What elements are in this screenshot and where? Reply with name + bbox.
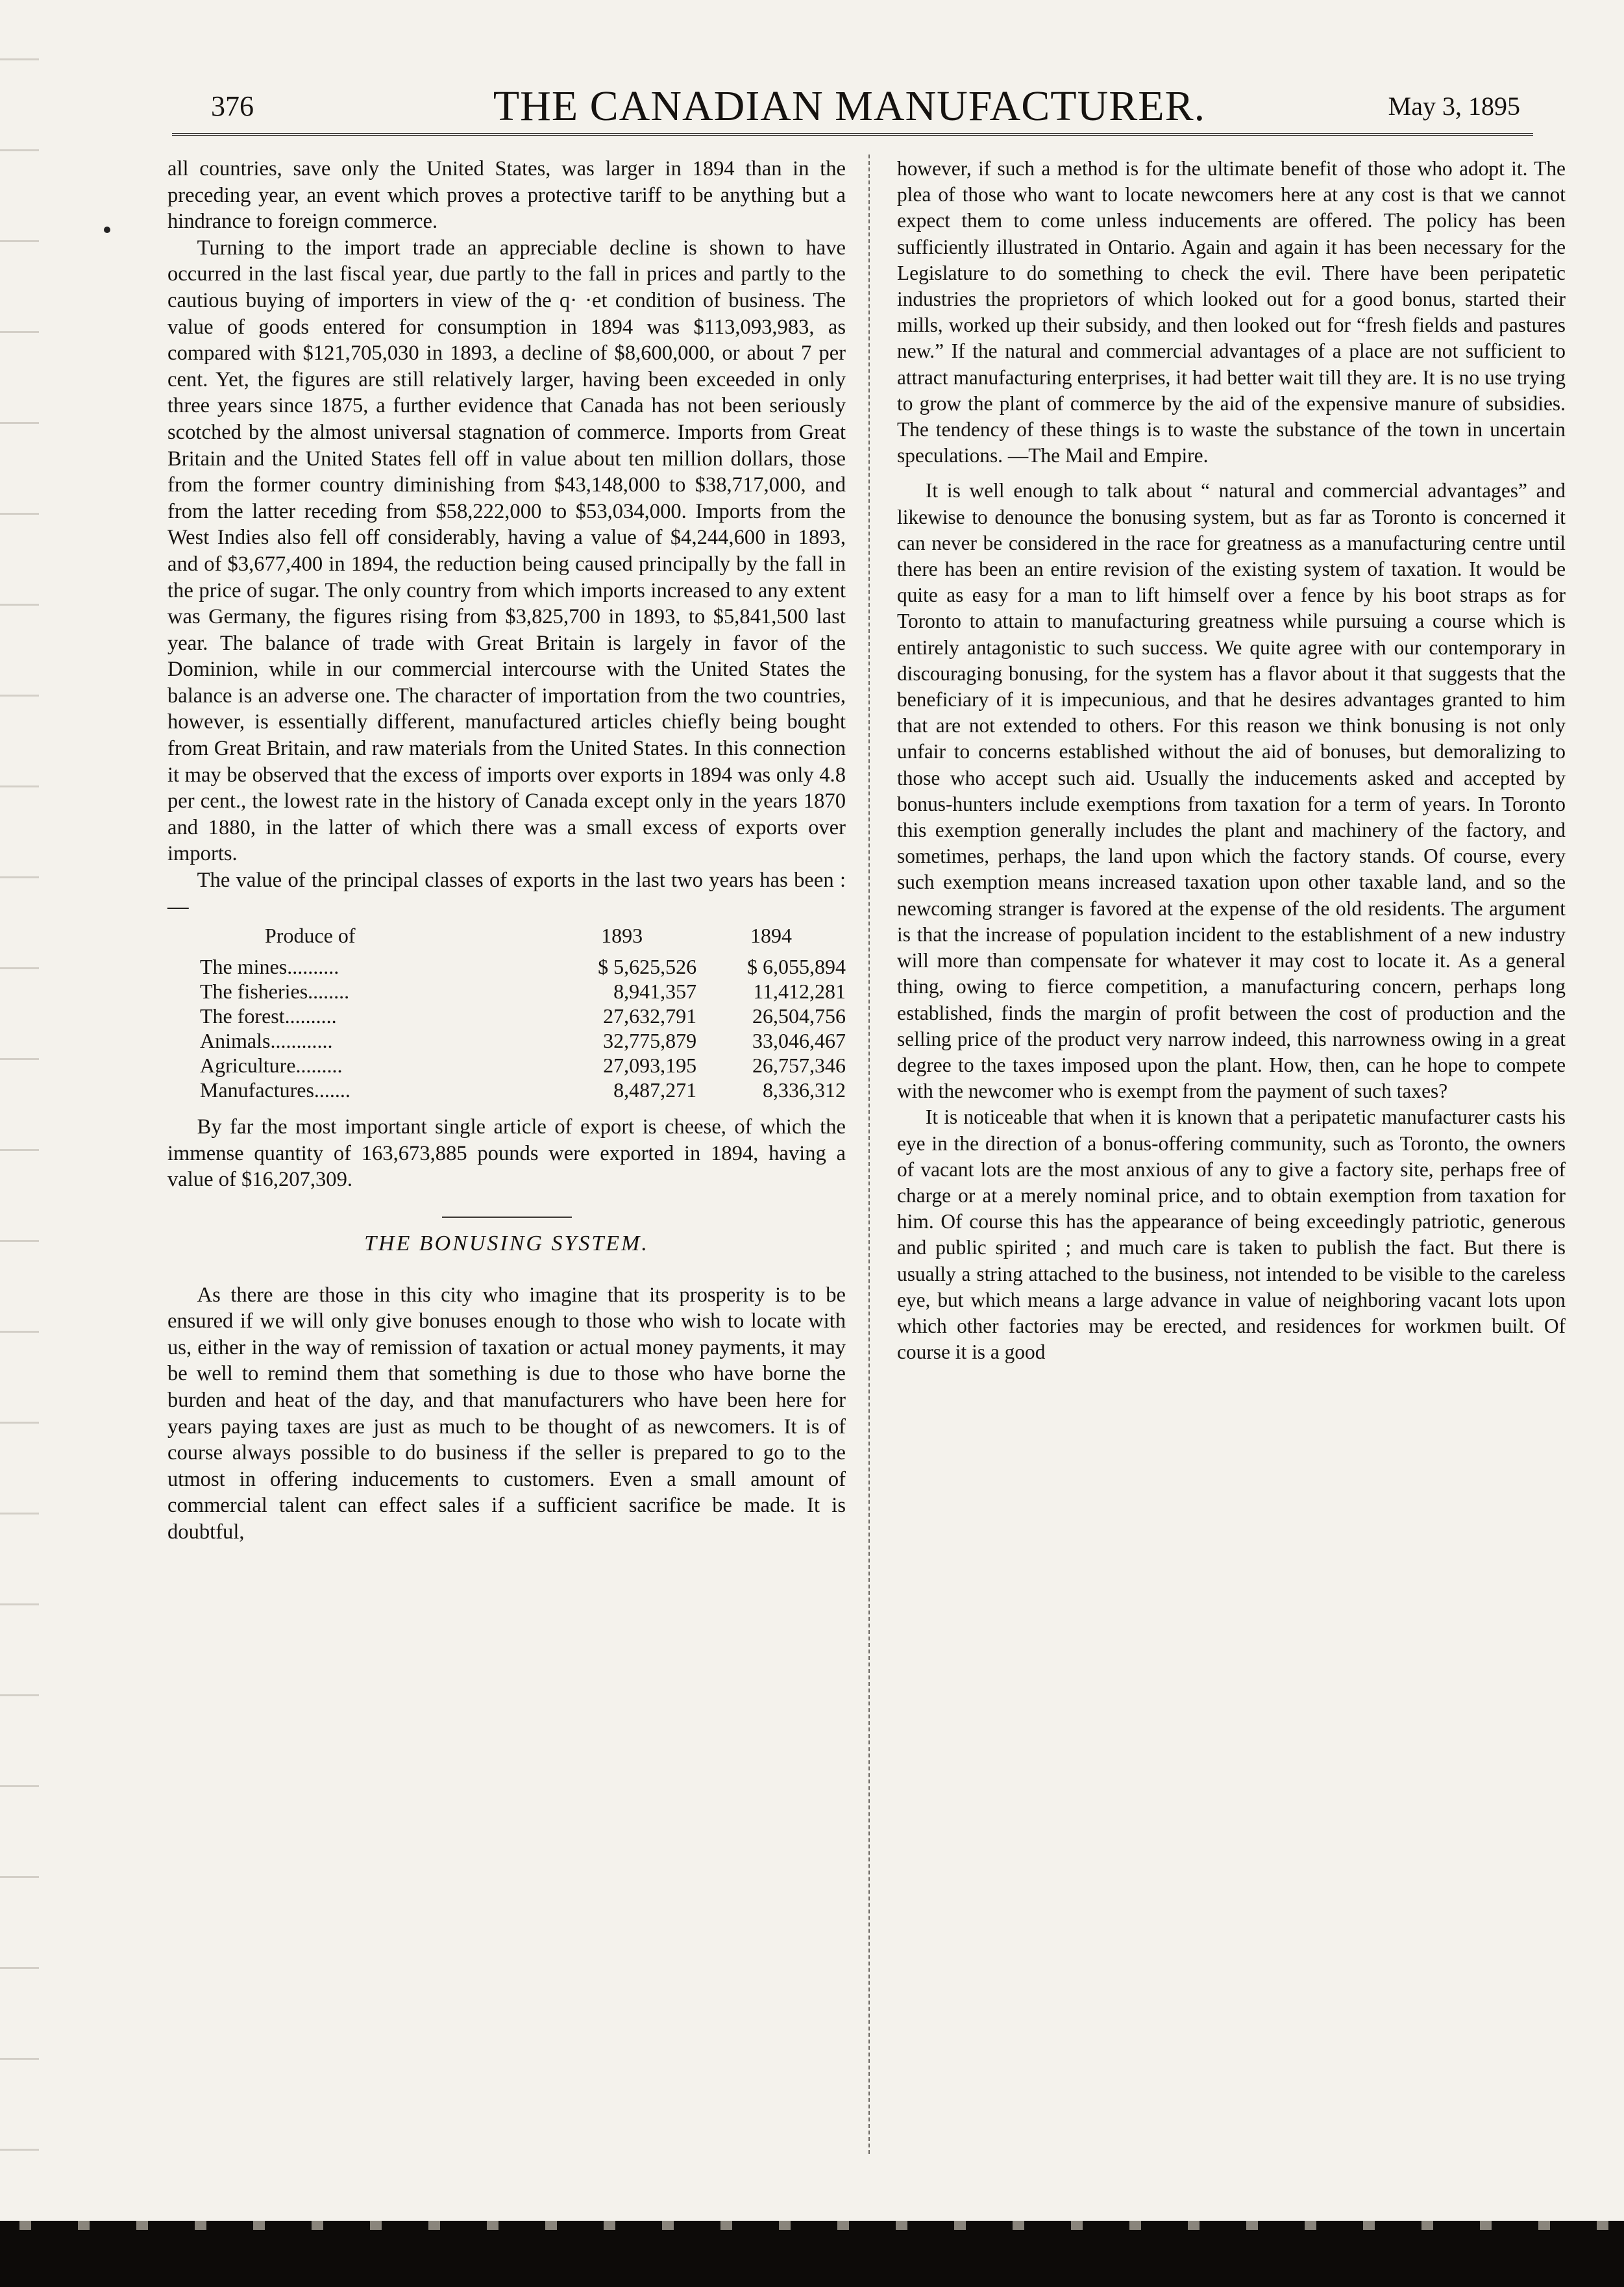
table-row <box>167 979 846 1004</box>
paragraph: By far the most important single article of export is cheese, of which the immense quantity of 163,673,885 pounds were exported in 1894, having a value of $16,207,309. <box>167 1115 846 1192</box>
column-header: 1893 <box>601 924 643 948</box>
value-1893: 32,775,879 <box>603 1029 697 1053</box>
value-1894: $ 6,055,894 <box>747 955 846 979</box>
row-label: Agriculture......... <box>200 1054 343 1078</box>
paragraph: Turning to the import trade an appreciable decline is shown to have occurred in the last fiscal year, due partly to the fall in prices and partly to the cautious buying of importers in view of the q· ·et condition of business. The value of goods entered for consumption in 1894 was $113,093,983, as compared with $121,705,030 in 1893, a decline of $8,600,000, or about 7 per cent. Yet, the figures are still relatively larger, having been exceeded in only three years since 1875, a further evidence that Canada has not been seriously scotched by the almost universal stagnation of commerce. Imports from Great Britain and the United States fell off in value about ten million dollars, those from the former country diminishing from $43,148,000 to $38,717,000, and from the latter receding from $58,222,000 to $53,034,000. Imports from the West Indies also fell off considerably, having a value of $4,244,600 in 1893, and of $3,677,400 in 1894, the reduction being caused principally by the fall in the price of sugar. The only country from which imports increased to any extent was Germany, the figures rising from $3,825,700 in 1893, to $5,841,500 last year. The balance of trade with Great Britain is largely in favor of the Dominion, while in our commercial intercourse with the United States the balance is an adverse one. The character of importation from the two countries, however, is essentially different, manufactured articles chiefly being bought from Great Britain, and raw materials from the United States. In this connection it may be observed that the excess of imports over exports in 1894 was only 4.8 per cent., the lowest rate in the history of Canada except only in the years 1870 and 1880, in the latter of which there was a small excess of exports over imports. <box>167 236 846 866</box>
table-row <box>167 1078 846 1102</box>
paragraph: It is well enough to talk about “ natural and commercial advantages” and likewise to denounce the bonusing system, but as far as Toronto is concerned it can never be considered in the race for greatness as a manufacturing centre until there has been an entire revision of the existing system of taxation. It would be quite as easy for a man to lift himself over a fence by his boot straps as for Toronto to attain to manufacturing greatness while pursuing a course which is entirely antagonistic to such success. We quite agree with our contemporary in discouraging bonusing, for the system has a flavor about it that suggests that the beneficiary of it is impecunious, and that he desires advantages granted to him that are not extended to others. For this reason we think bonusing is not only unfair to concerns established without the aid of bonuses, but demoralizing to those who accept such aid. Usually the inducements asked and accepted by bonus-hunters include exemptions from taxation for a term of years. In Toronto this exemption generally includes the plant and machinery of the factory, and sometimes, perhaps, the land upon which the factory stands. Of course, every such exemption means increased taxation upon other taxable land, and so the newcoming stranger is favored at the expense of the old residents. The argument is that the increase of population incident to the establishment of a new industry will more than compensate for whatever it may cost to locate it. As a general thing, owing to fierce competition, a manufacturing concern, perhaps long established, finds the margin of profit between the cost of production and the selling price of the product very narrow indeed, this narrowness owing in a great degree to the taxes imposed upon the plant. How, then, can he hope to compete with the newcomer who is exempt from the payment of such taxes? <box>897 479 1566 1103</box>
value-1894: 8,336,312 <box>763 1078 846 1102</box>
right-column <box>897 156 1566 1365</box>
value-1893: 8,941,357 <box>613 980 697 1004</box>
paragraph: all countries, save only the United States, was larger in 1894 than in the preceding year, an event which proves a protective tariff to be anything but a hindrance to foreign commerce. <box>167 157 846 234</box>
value-1894: 11,412,281 <box>753 980 846 1004</box>
paragraph: The value of the principal classes of exports in the last two years has been :— <box>167 869 846 919</box>
value-1894: 26,757,346 <box>752 1054 846 1078</box>
page-header <box>166 70 1533 132</box>
header-rule <box>172 133 1533 136</box>
publication-title: THE CANADIAN MANUFACTURER. <box>493 82 1206 130</box>
row-label: Animals............ <box>200 1029 333 1053</box>
table-row <box>167 1053 846 1078</box>
row-label: The fisheries........ <box>200 980 350 1004</box>
table-row <box>167 1028 846 1053</box>
row-label: Manufactures....... <box>200 1078 351 1102</box>
paragraph: As there are those in this city who imagine that its prosperity is to be ensured if we will only give bonuses enough to those who wish to locate with us, either in the way of remission of taxation or actual money payments, it may be well to remind them that something is due to those who have borne the burden and heat of the day, and that manufacturers who have been here for years paying taxes are just as much to be thought of as newcomers. It is of course always possible to do business if the seller is prepared to go to the utmost in offering inducements to customers. Even a small amount of commercial talent can effect sales if a sufficient sacrifice be made. It is doubtful, <box>167 1283 846 1544</box>
scan-bottom-edge <box>0 2229 1624 2287</box>
value-1894: 33,046,467 <box>752 1029 846 1053</box>
column-divider <box>868 155 870 2154</box>
paragraph: It is noticeable that when it is known that a peripatetic manufacturer casts his eye in the direction of a bonus-offering community, such as Toronto, the owners of vacant lots are the most anxious of any to give a factory site, perhaps free of charge or at a merely nominal price, and to obtain exemption from taxation for him. Of course this has the appearance of being exceedingly patriotic, generous and public spirited ; and much care is taken to publish the fact. But there is usually a string attached to the business, not intended to be visible to the careless eye, but which means a large advance in value of neighboring vacant lots upon which other factories may be erected, and residences for workmen built. Of course it is a good <box>897 1106 1566 1364</box>
scan-edge-marks <box>0 0 39 2287</box>
value-1893: 27,632,791 <box>603 1004 697 1028</box>
left-column <box>167 156 846 1546</box>
row-label: The mines.......... <box>200 955 339 979</box>
page-number: 376 <box>211 90 254 122</box>
table-header-row <box>167 922 846 954</box>
table-row <box>167 1004 846 1028</box>
value-1893: $ 5,625,526 <box>598 955 697 979</box>
column-header: Produce of <box>265 924 356 948</box>
column-header: 1894 <box>750 924 793 948</box>
value-1893: 27,093,195 <box>603 1054 697 1078</box>
value-1894: 26,504,756 <box>752 1004 846 1028</box>
paragraph: however, if such a method is for the ultimate benefit of those who adopt it. The plea of those who want to locate newcomers here at any cost is that we cannot expect them to come unless inducements are offered. The policy has been sufficiently illustrated in Ontario. Again and again it has been necessary for the Legislature to do something to check the evil. There have been peripatetic industries the proprietors of which looked out for a good bonus, started their mills, worked up their subsidy, and then looked out for “fresh fields and pastures new.” If the natural and commercial advantages of a place are not sufficient to attract manufacturing enterprises, it had better wait till they are. It is no use trying to grow the plant of commerce by the aid of the expensive manure of subsidies. The tendency of these things is to waste the substance of the town in uncertain speculations. —The Mail and Empire. <box>897 157 1566 467</box>
value-1893: 8,487,271 <box>613 1078 697 1102</box>
exports-table <box>167 922 846 1102</box>
row-label: The forest.......... <box>200 1004 337 1028</box>
issue-date: May 3, 1895 <box>1388 92 1520 121</box>
section-separator <box>442 1217 572 1218</box>
section-heading: THE BONUSING SYSTEM. <box>364 1231 649 1255</box>
table-row <box>167 954 846 979</box>
ink-dot <box>104 227 110 233</box>
